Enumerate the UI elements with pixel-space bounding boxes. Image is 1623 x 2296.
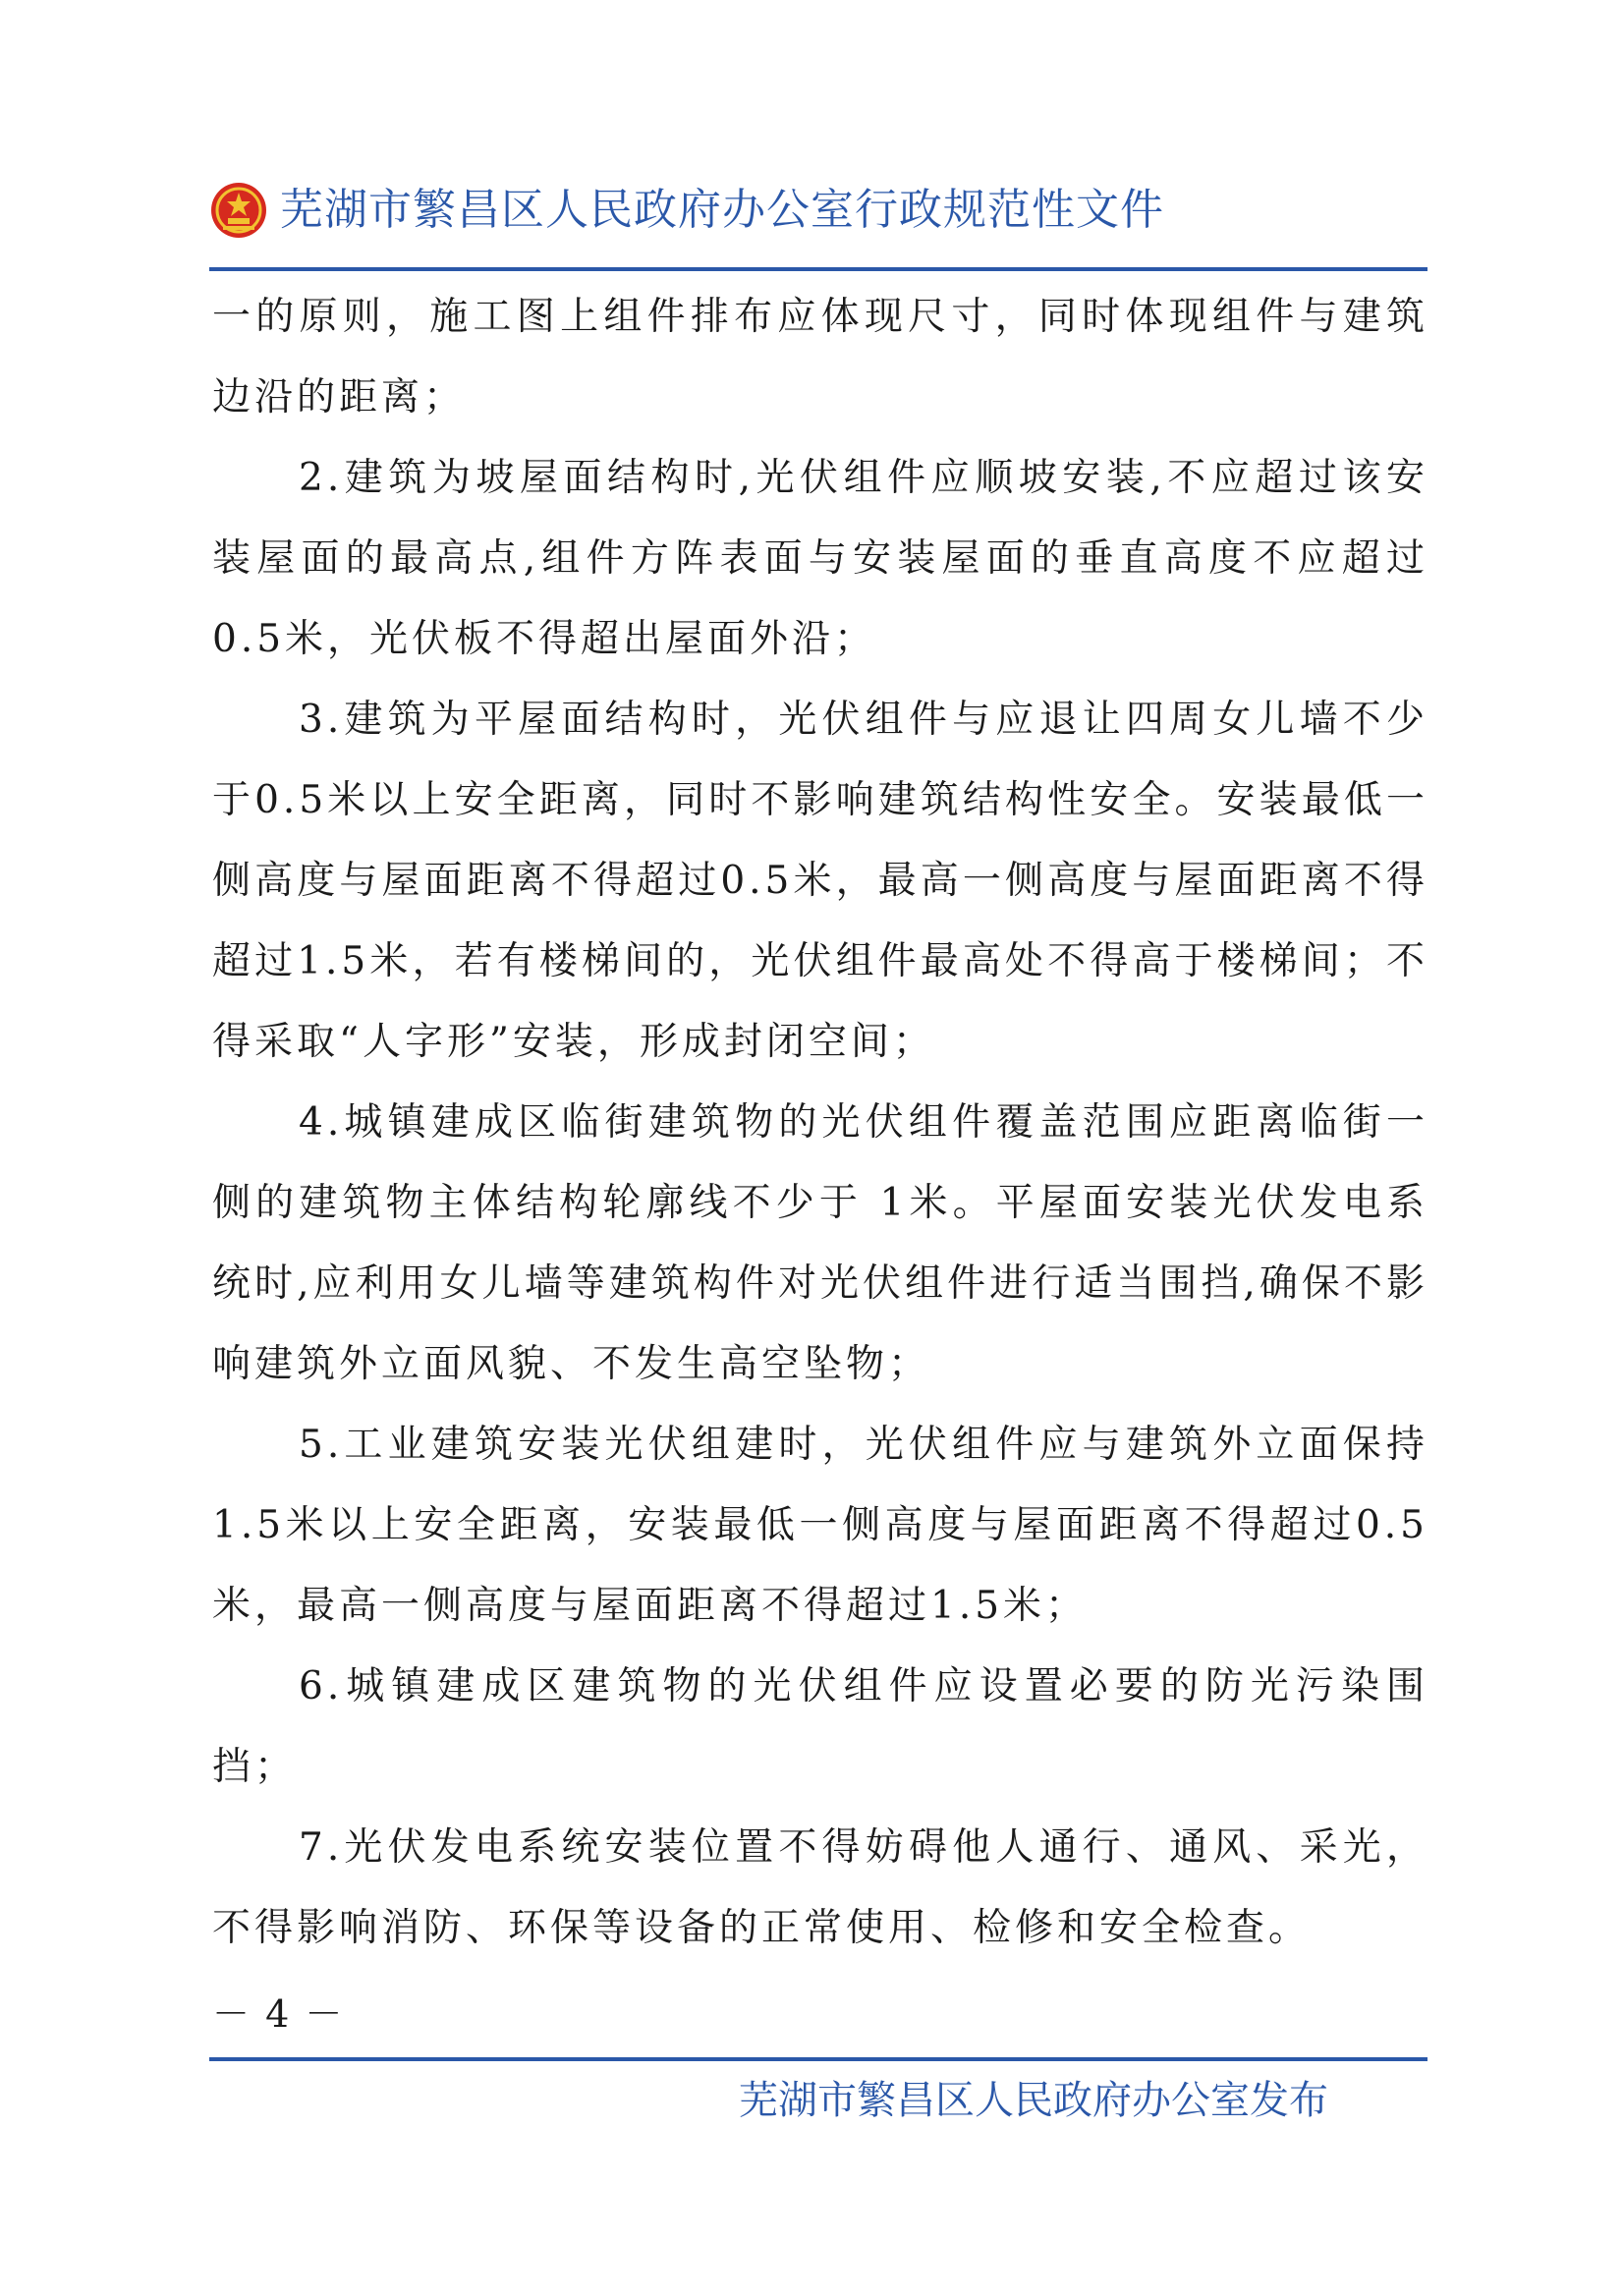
paragraph: 5.工业建筑安装光伏组建时，光伏组件应与建筑外立面保持1.5米以上安全距离，安装最低一侧高度与屋面距离不得超过0.5米，最高一侧高度与屋面距离不得超过1.5米； (212, 1423, 1428, 1628)
paragraph: 2.建筑为坡屋面结构时,光伏组件应顺坡安装,不应超过该安装屋面的最高点,组件方阵表面与安装屋面的垂直高度不应超过0.5米，光伏板不得超出屋面外沿； (212, 456, 1428, 661)
paragraph: 6.城镇建成区建筑物的光伏组件应设置必要的防光污染围挡； (212, 1664, 1428, 1789)
header-title: 芜湖市繁昌区人民政府办公室行政规范性文件 (280, 185, 1164, 235)
page-number: － 4 － (212, 1992, 345, 2036)
footer-divider (209, 2057, 1427, 2061)
footer-publisher: 芜湖市繁昌区人民政府办公室发布 (739, 2078, 1328, 2123)
national-emblem-icon (209, 181, 268, 240)
header-divider (209, 267, 1427, 271)
document-body (212, 277, 1428, 1969)
document-header (209, 177, 1427, 270)
paragraph: 7.光伏发电系统安装位置不得妨碍他人通行、通风、采光，不得影响消防、环保等设备的正常使用、检修和安全检查。 (212, 1825, 1428, 1950)
paragraph: 一的原则，施工图上组件排布应体现尺寸，同时体现组件与建筑边沿的距离； (212, 295, 1428, 420)
paragraph: 3.建筑为平屋面结构时，光伏组件与应退让四周女儿墙不少于0.5米以上安全距离，同时不影响建筑结构性安全。安装最低一侧高度与屋面距离不得超过0.5米，最高一侧高度与屋面距离不得超过1.5米，若有楼梯间的，光伏组件最高处不得高于楼梯间；不得采取“人字形”安装，形成封闭空间； (212, 698, 1428, 1064)
paragraph: 4.城镇建成区临街建筑物的光伏组件覆盖范围应距离临街一侧的建筑物主体结构轮廓线不少于 1米。平屋面安装光伏发电系统时,应利用女儿墙等建筑构件对光伏组件进行适当围挡,确保不影响建筑外立面风貌、不发生高空坠物； (212, 1100, 1428, 1386)
